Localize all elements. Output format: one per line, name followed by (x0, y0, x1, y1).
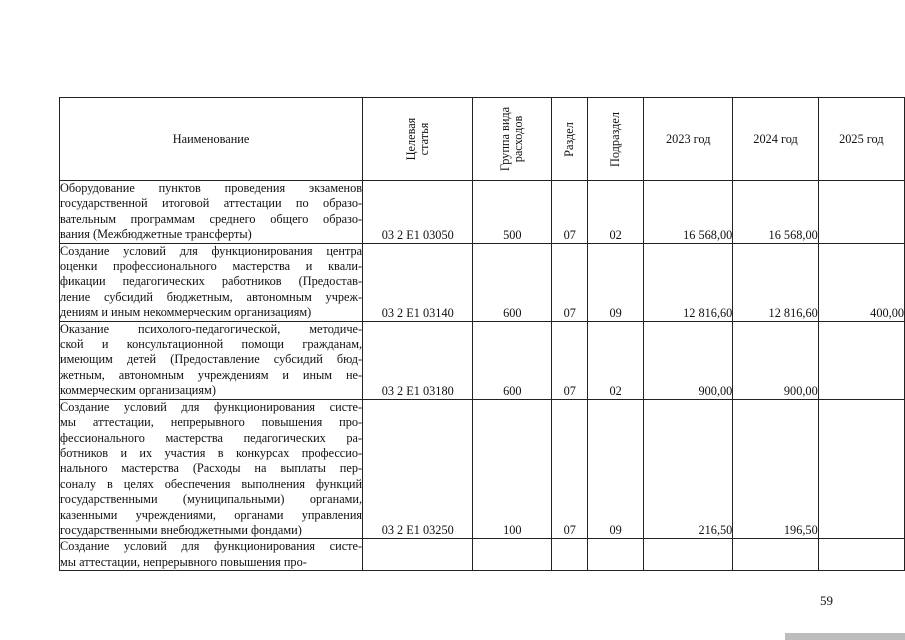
row-name-line: коммерческим организациям) (60, 383, 216, 398)
cell-target-article (363, 539, 473, 571)
row-name-line: Создание условий для функционирования систе- (60, 539, 363, 554)
header-subsection: Подраздел (588, 98, 644, 181)
row-name-line: государственными (муниципальными) органами, (60, 492, 363, 507)
cell-target-article: 03 2 E1 03140 (363, 243, 473, 321)
cell-target-article: 03 2 E1 03180 (363, 321, 473, 399)
header-2025: 2025 год (818, 98, 904, 181)
row-name-line: мы аттестации, непрерывного повышения про- (60, 554, 307, 569)
header-expense-group: Группа вида расходов (473, 98, 552, 181)
table-row (60, 181, 905, 244)
header-section: Раздел (552, 98, 588, 181)
row-name-line: дениям и иным некоммерческим организациям) (60, 305, 312, 320)
cell-amount-2024: 900,00 (733, 321, 818, 399)
row-name (60, 181, 363, 244)
cell-target-article: 03 2 E1 03050 (363, 181, 473, 244)
table-row (60, 539, 905, 571)
cell-section: 07 (552, 321, 588, 399)
header-2023: 2023 год (644, 98, 733, 181)
row-name-line: фессионального мастерства педагогических ра- (60, 430, 363, 445)
cell-section (552, 539, 588, 571)
row-name-line: государственной итоговой аттестации по образо- (60, 196, 363, 211)
header-row (60, 98, 905, 181)
row-name-line: Оказание психолого-педагогической, методиче- (60, 321, 363, 336)
scan-edge-shadow (785, 633, 905, 640)
cell-subsection: 09 (588, 243, 644, 321)
cell-amount-2024 (733, 539, 818, 571)
row-name-line: жетным, автономным учреждениям и иным не- (60, 367, 363, 382)
row-name (60, 399, 363, 539)
cell-amount-2025 (818, 321, 904, 399)
row-name-line: вания (Межбюджетные трансферты) (60, 227, 252, 242)
header-name: Наименование (60, 98, 363, 181)
cell-amount-2023 (644, 539, 733, 571)
page-number: 59 (820, 593, 833, 608)
table-row (60, 399, 905, 539)
row-name-line: государственными внебюджетными фондами) (60, 522, 302, 537)
cell-expense-group: 600 (473, 243, 552, 321)
cell-expense-group: 500 (473, 181, 552, 244)
row-name-line: нального мастерства (Расходы на выплаты пер- (60, 461, 363, 476)
cell-subsection: 09 (588, 399, 644, 539)
row-name-line: соналу в целях обеспечения выполнения функций (60, 476, 363, 491)
cell-amount-2023: 900,00 (644, 321, 733, 399)
row-name-line: ской и консультационной помощи гражданам, (60, 337, 363, 352)
cell-amount-2023: 216,50 (644, 399, 733, 539)
row-name-line: Создание условий для функционирования центра (60, 243, 363, 258)
row-name-line: Создание условий для функционирования систе- (60, 399, 363, 414)
cell-section: 07 (552, 399, 588, 539)
row-name-line: вательным программам среднего общего образо- (60, 211, 363, 226)
row-name (60, 243, 363, 321)
row-name-line: фикации педагогических работников (Предостав- (60, 274, 363, 289)
cell-section: 07 (552, 181, 588, 244)
cell-amount-2023: 12 816,60 (644, 243, 733, 321)
cell-target-article: 03 2 E1 03250 (363, 399, 473, 539)
table-row (60, 243, 905, 321)
cell-subsection: 02 (588, 181, 644, 244)
row-name (60, 321, 363, 399)
row-name-line: имеющим детей (Предоставление субсидий бюд- (60, 352, 363, 367)
row-name-line: ботников и их участия в конкурсах профессио- (60, 445, 363, 460)
cell-amount-2025 (818, 399, 904, 539)
cell-expense-group: 600 (473, 321, 552, 399)
header-2024: 2024 год (733, 98, 818, 181)
row-name (60, 539, 363, 571)
header-target-article: Целевая статья (363, 98, 473, 181)
cell-section: 07 (552, 243, 588, 321)
row-name-line: казенными учреждениями, органами управления (60, 507, 363, 522)
cell-subsection (588, 539, 644, 571)
row-name-line: Оборудование пунктов проведения экзаменов (60, 181, 363, 195)
cell-amount-2024: 196,50 (733, 399, 818, 539)
row-name-line: ление субсидий бюджетным, автономным учреж- (60, 289, 363, 304)
cell-expense-group: 100 (473, 399, 552, 539)
cell-amount-2025: 400,00 (818, 243, 904, 321)
budget-table (59, 97, 905, 571)
row-name-line: оценки профессионального мастерства и квали- (60, 259, 363, 274)
cell-amount-2024: 16 568,00 (733, 181, 818, 244)
cell-subsection: 02 (588, 321, 644, 399)
cell-amount-2023: 16 568,00 (644, 181, 733, 244)
table-row (60, 321, 905, 399)
cell-amount-2024: 12 816,60 (733, 243, 818, 321)
row-name-line: мы аттестации, непрерывного повышения про- (60, 415, 363, 430)
cell-amount-2025 (818, 181, 904, 244)
cell-amount-2025 (818, 539, 904, 571)
cell-expense-group (473, 539, 552, 571)
